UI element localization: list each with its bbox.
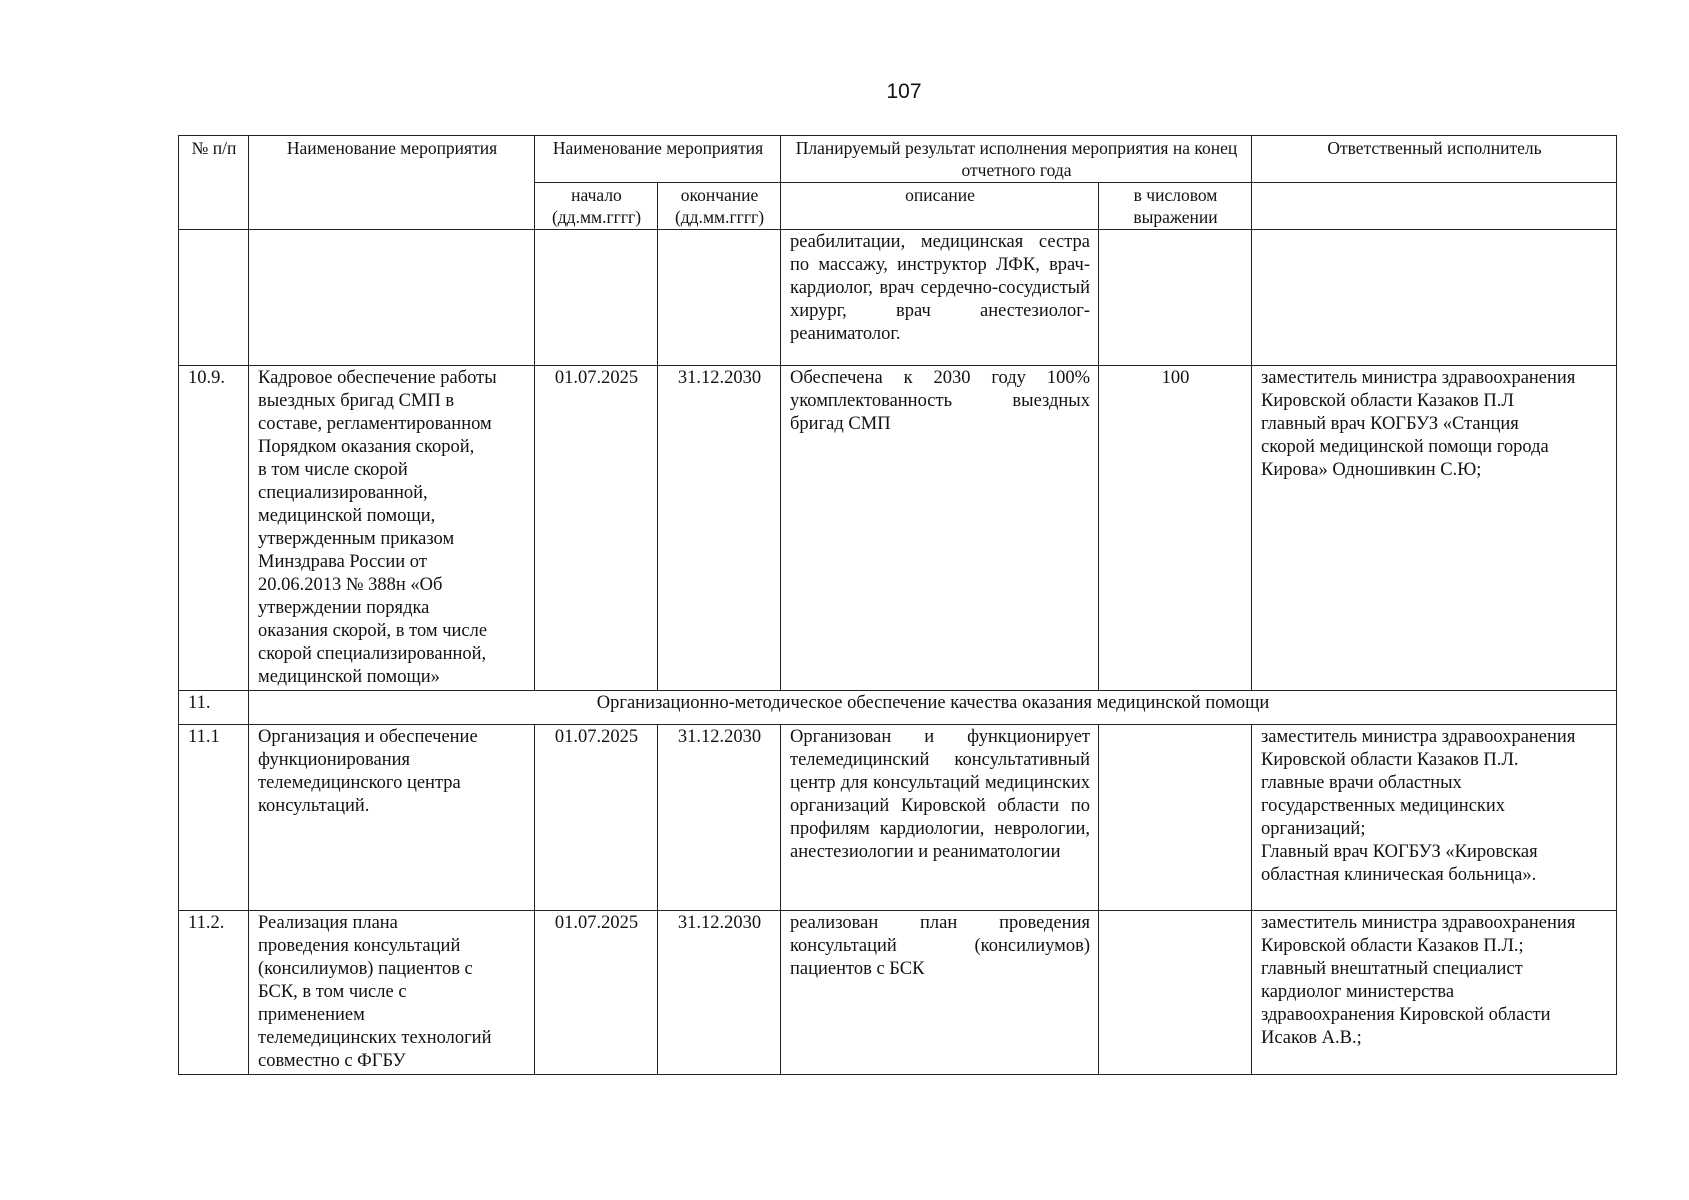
section-title: Организационно-методическое обеспечение качества оказания медицинской помощи (249, 691, 1617, 725)
header-end: окончание (дд.мм.гггг) (658, 183, 781, 230)
header-numeric: в числовом выражении (1099, 183, 1252, 230)
table-row (179, 230, 1617, 366)
row-description: Организован и функционирует телемедицинский консультативный центр для консультаций медицинских организаций Кировской области по профилям кардиологии, неврологии, анестезиологии и реаниматологии (781, 725, 1099, 911)
row-num: 11.2. (179, 911, 249, 1075)
row-start: 01.07.2025 (535, 725, 658, 911)
row-name: Организация и обеспечение функционирования телемедицинского центра консультаций. (249, 725, 535, 911)
header-start: начало (дд.мм.гггг) (535, 183, 658, 230)
row-description: реализован план проведения консультаций (консилиумов) пациентов с БСК (781, 911, 1099, 1075)
row-start (535, 230, 658, 366)
header-responsible-blank (1252, 183, 1617, 230)
header-description: описание (781, 183, 1099, 230)
page-number: 107 (886, 80, 922, 103)
row-name (249, 230, 535, 366)
row-end: 31.12.2030 (658, 725, 781, 911)
row-value (1099, 230, 1252, 366)
row-end: 31.12.2030 (658, 911, 781, 1075)
row-description: Обеспечена к 2030 году 100% укомплектованность выездных бригад СМП (781, 366, 1099, 691)
section-row (179, 691, 1617, 725)
header-row-1 (179, 136, 1617, 183)
header-dates-group: Наименование мероприятия (535, 136, 781, 183)
row-num: 10.9. (179, 366, 249, 691)
table-row (179, 725, 1617, 911)
row-start: 01.07.2025 (535, 366, 658, 691)
row-responsible: заместитель министра здравоохранения Кировской области Казаков П.Л главный врач КОГБУЗ «Станция скорой медицинской помощи города Кирова» Одношивкин С.Ю; (1252, 366, 1617, 691)
row-num (179, 230, 249, 366)
row-num: 11.1 (179, 725, 249, 911)
header-responsible: Ответственный исполнитель (1252, 136, 1617, 183)
row-end (658, 230, 781, 366)
row-responsible (1252, 230, 1617, 366)
row-value (1099, 911, 1252, 1075)
header-name: Наименование мероприятия (249, 136, 535, 230)
row-responsible: заместитель министра здравоохранения Кировской области Казаков П.Л. главные врачи областных государственных медицинских организаций; Главный врач КОГБУЗ «Кировская областная клиническая больница». (1252, 725, 1617, 911)
header-result-group: Планируемый результат исполнения мероприятия на конец отчетного года (781, 136, 1252, 183)
row-value (1099, 725, 1252, 911)
row-end: 31.12.2030 (658, 366, 781, 691)
row-name: Реализация плана проведения консультаций (консилиумов) пациентов с БСК, в том числе с применением телемедицинских технологий совместно с ФГБУ (249, 911, 535, 1075)
row-name: Кадровое обеспечение работы выездных бригад СМП в составе, регламентированном Порядком оказания скорой, в том числе скорой специализированной, медицинской помощи, утвержденным приказом Минздрава России от 20.06.2013 № 388н «Об утверждении порядка оказания скорой, в том числе скорой специализированной, медицинской помощи» (249, 366, 535, 691)
header-num: № п/п (179, 136, 249, 230)
row-value: 100 (1099, 366, 1252, 691)
activities-table (178, 135, 1617, 1075)
table-row (179, 366, 1617, 691)
table-row (179, 911, 1617, 1075)
row-responsible: заместитель министра здравоохранения Кировской области Казаков П.Л.; главный внештатный специалист кардиолог министерства здравоохранения Кировской области Исаков А.В.; (1252, 911, 1617, 1075)
row-start: 01.07.2025 (535, 911, 658, 1075)
row-description: реабилитации, медицинская сестра по массажу, инструктор ЛФК, врач- кардиолог, врач сердечно-сосудистый хирург, врач анестезиолог-реаниматолог. (781, 230, 1099, 366)
section-num: 11. (179, 691, 249, 725)
